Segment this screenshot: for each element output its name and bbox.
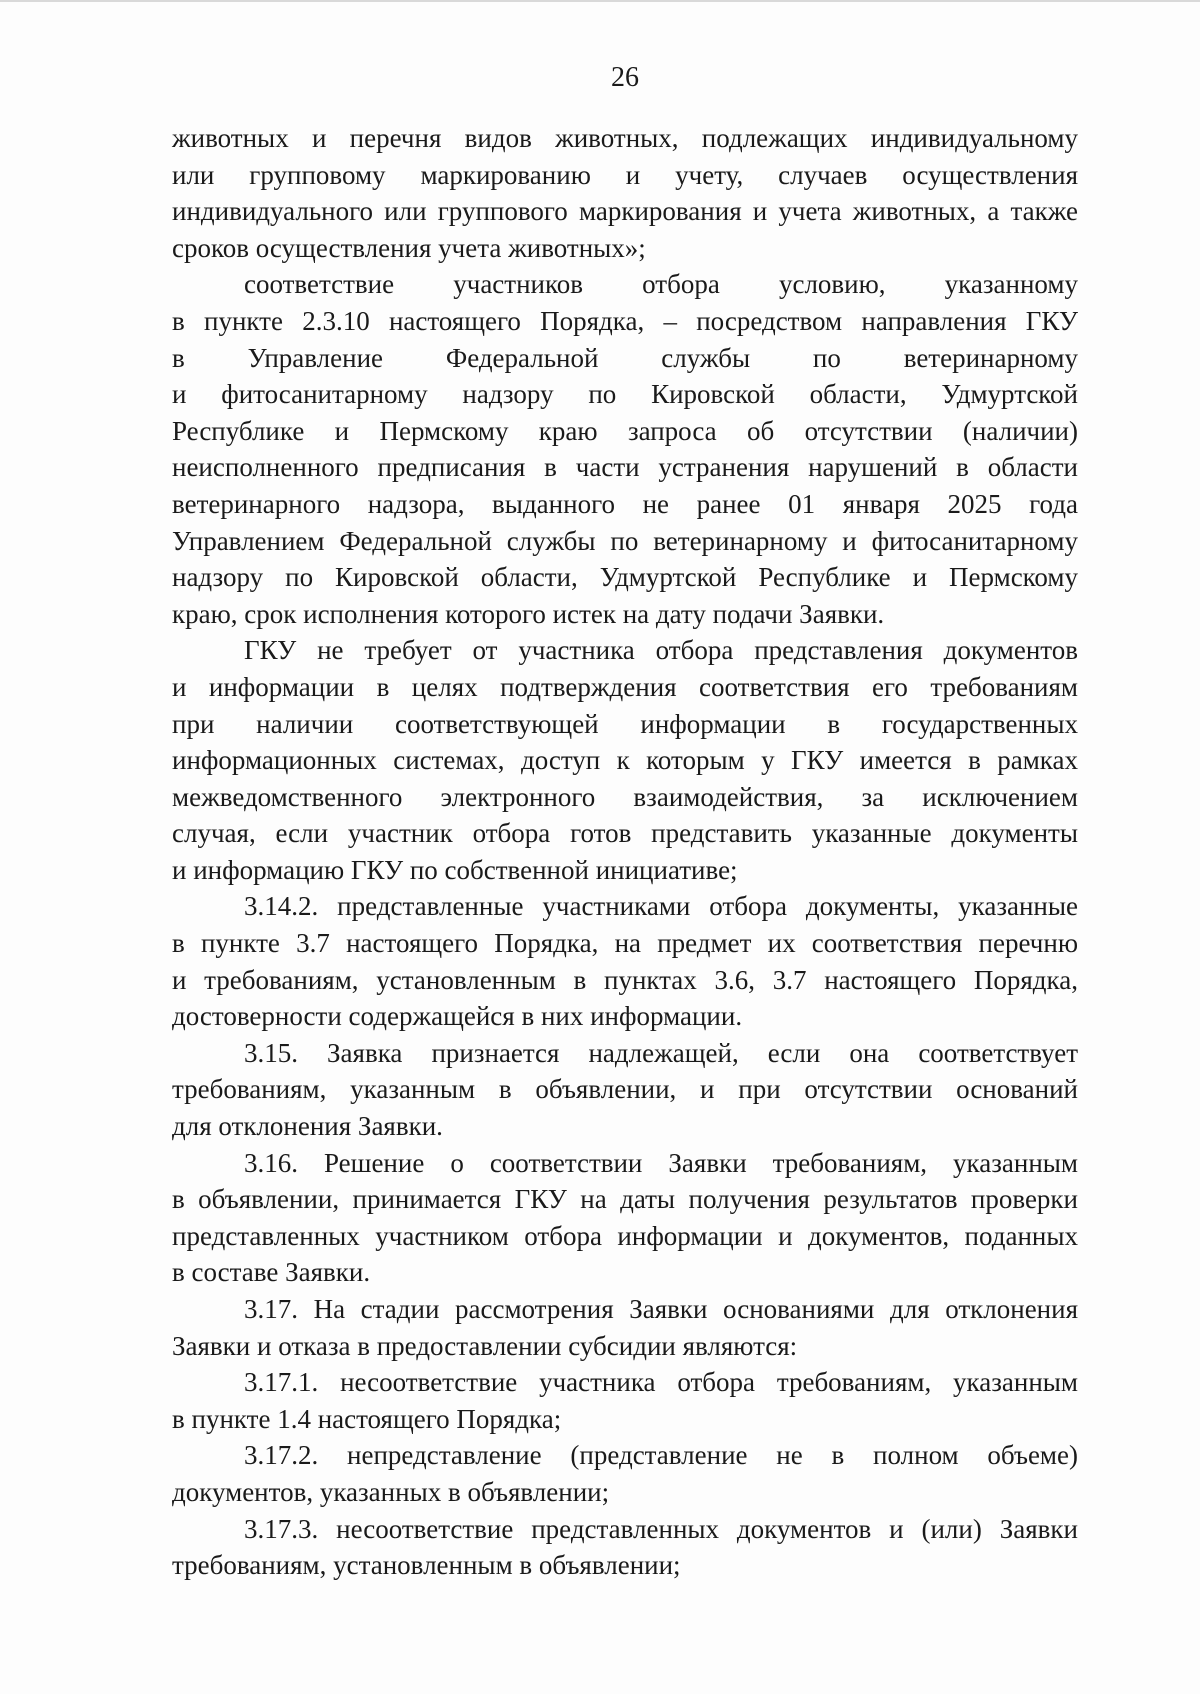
text-line: сроков осуществления учета животных»; xyxy=(172,232,646,263)
text-line: 3.14.2. представленные участниками отбора документы, указанные xyxy=(244,891,1078,922)
paragraph-gku-requirements xyxy=(172,632,1078,888)
text-line: животных и перечня видов животных, подлежащих индивидуальному xyxy=(172,123,1078,153)
text-line: для отклонения Заявки. xyxy=(172,1111,443,1142)
text-line: или групповому маркированию и учету, случаев осуществления xyxy=(172,159,1078,190)
text-line: 3.17.3. несоответствие представленных документов и (или) Заявки xyxy=(244,1513,1078,1544)
text-line: Управлением Федеральной службы по ветеринарному и фитосанитарному xyxy=(172,525,1078,556)
text-line: надзору по Кировской области, Удмуртской Республике и Пермскому xyxy=(172,562,1078,593)
text-line: в объявлении, принимается ГКУ на даты получения результатов проверки xyxy=(172,1184,1078,1215)
text-line: неисполненного предписания в части устранения нарушений в области xyxy=(172,452,1078,483)
page-top-edge xyxy=(0,0,1200,2)
text-line: краю, срок исполнения которого истек на дату подачи Заявки. xyxy=(172,598,885,629)
text-line: случая, если участник отбора готов представить указанные документы xyxy=(172,818,1078,849)
text-line: Республике и Пермскому краю запроса об отсутствии (наличии) xyxy=(172,415,1078,446)
paragraph-3-17-1 xyxy=(172,1364,1078,1437)
text-line: индивидуального или группового маркирования и учета животных, а также xyxy=(172,196,1078,227)
text-line: при наличии соответствующей информации в государственных xyxy=(172,708,1078,739)
text-line: 3.17. На стадии рассмотрения Заявки основаниями для отклонения xyxy=(244,1294,1078,1324)
text-line: требованиям, указанным в объявлении, и при отсутствии оснований xyxy=(172,1074,1078,1105)
text-line: представленных участником отбора информации и документов, поданных xyxy=(172,1220,1078,1251)
text-line: соответствие участников отбора условию, указанному xyxy=(244,269,1078,300)
text-line: и информацию ГКУ по собственной инициативе; xyxy=(172,854,738,885)
text-line: требованиям, установленным в объявлении; xyxy=(172,1550,681,1581)
text-line: Заявки и отказа в предоставлении субсидии являются: xyxy=(172,1330,798,1361)
paragraph-veterinary-compliance xyxy=(172,266,1078,632)
document-body xyxy=(172,120,1078,1584)
text-line: 3.17.2. непредставление (представление не в полном объеме) xyxy=(244,1440,1078,1471)
text-line: и фитосанитарному надзору по Кировской области, Удмуртской xyxy=(172,379,1078,410)
text-line: 3.15. Заявка признается надлежащей, если она соответствует xyxy=(244,1037,1078,1068)
text-line: в составе Заявки. xyxy=(172,1257,371,1288)
text-line: в пункте 2.3.10 настоящего Порядка, – посредством направления ГКУ xyxy=(172,305,1078,336)
text-line: информационных системах, доступ к которым у ГКУ имеется в рамках xyxy=(172,745,1078,776)
text-line: документов, указанных в объявлении; xyxy=(172,1476,610,1507)
text-line: ветеринарного надзора, выданного не ранее 01 января 2025 года xyxy=(172,488,1078,519)
paragraph-3-17 xyxy=(172,1291,1078,1364)
text-line: и информации в целях подтверждения соответствия его требованиям xyxy=(172,671,1078,702)
paragraph-3-17-3 xyxy=(172,1511,1078,1584)
text-line: в пункте 1.4 настоящего Порядка; xyxy=(172,1403,562,1434)
paragraph-3-15 xyxy=(172,1035,1078,1145)
paragraph-3-16 xyxy=(172,1145,1078,1291)
paragraph-continuation xyxy=(172,120,1078,266)
page-number: 26 xyxy=(611,62,639,93)
paragraph-3-14-2 xyxy=(172,888,1078,1034)
paragraph-3-17-2 xyxy=(172,1437,1078,1510)
text-line: и требованиям, установленным в пунктах 3.6, 3.7 настоящего Порядка, xyxy=(172,964,1078,995)
text-line: в пункте 3.7 настоящего Порядка, на предмет их соответствия перечню xyxy=(172,928,1078,959)
text-line: 3.17.1. несоответствие участника отбора требованиям, указанным xyxy=(244,1367,1078,1398)
text-line: 3.16. Решение о соответствии Заявки требованиям, указанным xyxy=(244,1147,1078,1178)
text-line: межведомственного электронного взаимодействия, за исключением xyxy=(172,781,1078,812)
text-line: достоверности содержащейся в них информации. xyxy=(172,1001,743,1032)
text-line: ГКУ не требует от участника отбора представления документов xyxy=(244,635,1078,666)
text-line: в Управление Федеральной службы по ветеринарному xyxy=(172,342,1078,373)
